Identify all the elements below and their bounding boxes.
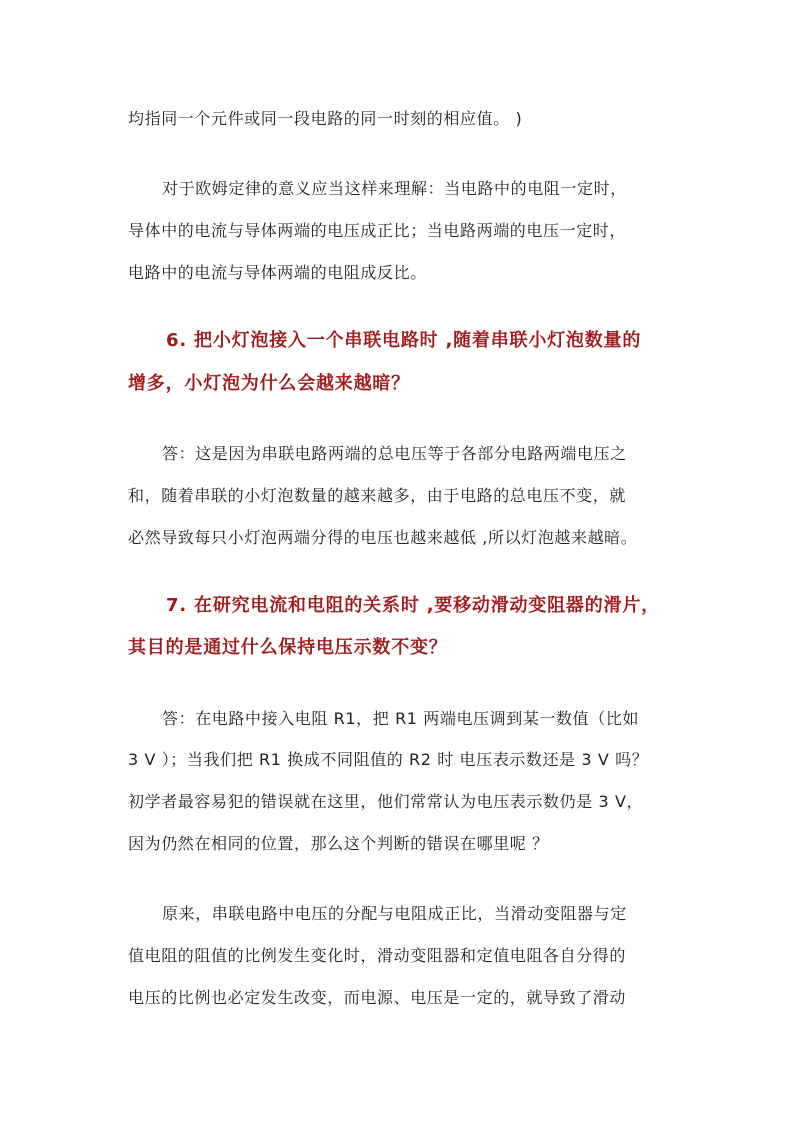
answer-7-line-2: 3 V ）；当我们把 R1 换成不同阻值的 R2 时 电压表示数还是 3 V 吗？	[128, 750, 649, 769]
paragraph-ohm-line-2: 导体中的电流与导体两端的电压成正比；当电路两端的电压一定时，	[128, 221, 627, 240]
question-7-line-1: 7. 在研究电流和电阻的关系时 ,要移动滑动变阻器的滑片，	[166, 595, 660, 616]
answer-6-line-2: 和，随着串联的小灯泡数量的越来越多，由于电路的总电压不变，就	[128, 486, 627, 505]
question-7-line-2: 其目的是通过什么保持电压示数不变？	[128, 637, 448, 658]
question-6-line-2: 增多，小灯泡为什么会越来越暗？	[128, 373, 410, 394]
answer-7-line-3: 初学者最容易犯的错误就在这里，他们常常认为电压表示数仍是 3 V，	[128, 792, 644, 811]
paragraph-ohm-line-3: 电路中的电流与导体两端的电阻成反比。	[128, 263, 427, 282]
paragraph-explain-line-2: 值电阻的阻值的比例发生变化时，滑动变阻器和定值电阻各自分得的	[128, 946, 627, 965]
answer-7-line-4: 因为仍然在相同的位置，那么这个判断的错误在哪里呢 ？	[128, 834, 549, 853]
paragraph-explain-line-1: 原来，串联电路中电压的分配与电阻成正比，当滑动变阻器与定	[162, 904, 627, 923]
answer-7-line-1: 答：在电路中接入电阻 R1，把 R1 两端电压调到某一数值（比如	[162, 709, 640, 728]
question-6-line-1: 6. 把小灯泡接入一个串联电路时 ,随着串联小灯泡数量的	[166, 330, 642, 351]
answer-6-line-3: 必然导致每只小灯泡两端分得的电压也越来越低 ,所以灯泡越来越暗。	[128, 528, 638, 547]
paragraph-intro-line-1: 均指同一个元件或同一段电路的同一时刻的相应值。 )	[128, 109, 523, 128]
paragraph-explain-line-3: 电压的比例也必定发生改变，而电源、电压是一定的，就导致了滑动	[128, 988, 627, 1007]
answer-6-line-1: 答：这是因为串联电路两端的总电压等于各部分电路两端电压之	[162, 444, 627, 463]
paragraph-ohm-line-1: 对于欧姆定律的意义应当这样来理解：当电路中的电阻一定时，	[162, 179, 627, 198]
